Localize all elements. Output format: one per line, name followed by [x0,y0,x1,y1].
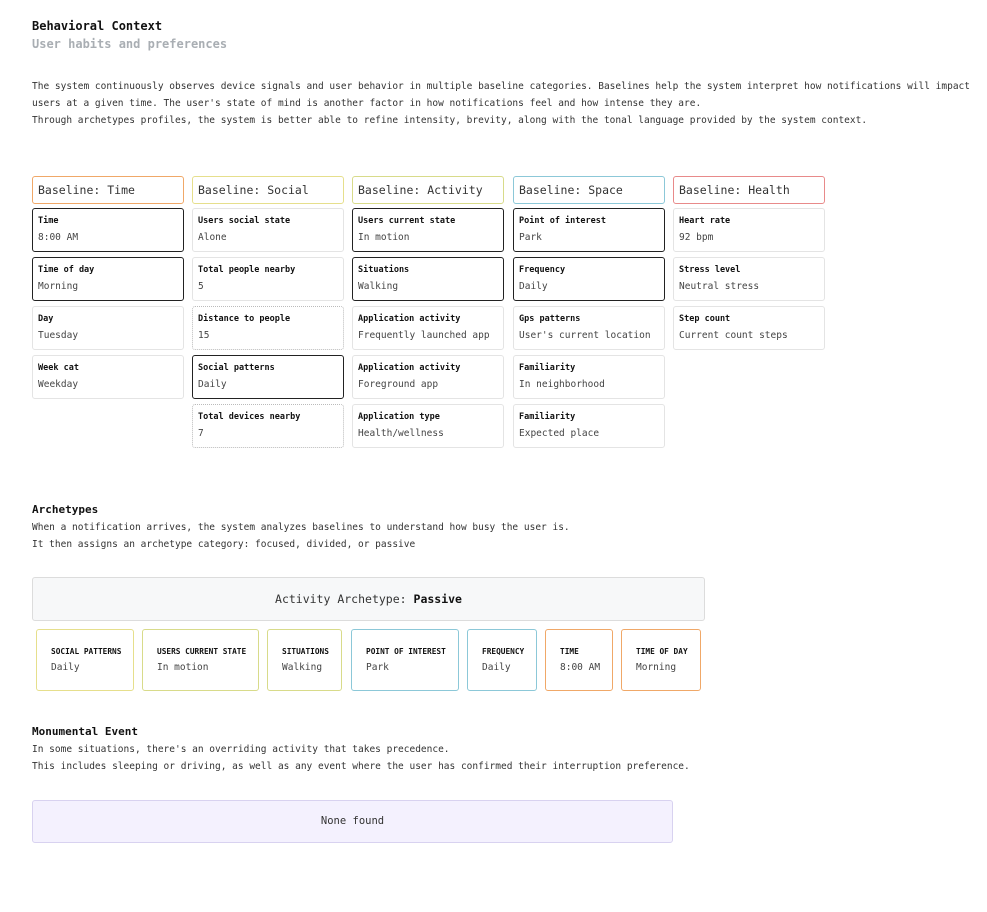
baseline-card-label: Stress level [679,265,741,275]
baseline-card-value: Foreground app [358,379,439,390]
monumental-event-result: None found [32,800,673,843]
baseline-card-value: Neutral stress [679,281,760,292]
baseline-card[interactable] [673,306,825,350]
baseline-card-label: Time of day [38,265,95,275]
baseline-header: Baseline: Activity [352,176,504,204]
baseline-header: Baseline: Social [192,176,344,204]
baseline-card-value: Walking [358,281,399,292]
page-subtitle: User habits and preferences [32,37,228,51]
intro-line: Through archetypes profiles, the system is better able to refine intensity, brevity, along with the tonal language provided by the system context. [32,115,868,126]
activity-archetype-box [32,577,705,621]
monumental-event-description: In some situations, there's an overriding activity that takes precedence. [32,744,450,755]
baseline-header: Baseline: Space [513,176,665,204]
archetype-chip-label: SOCIAL PATTERNS [51,647,122,656]
baseline-card-label: Users current state [358,216,456,226]
baseline-card-label: Distance to people [198,314,291,324]
baseline-card-value: User's current location [519,330,651,341]
baseline-card[interactable] [192,355,344,399]
baseline-card-value: 5 [198,281,204,292]
baseline-card[interactable] [32,208,184,252]
archetype-chip-value: Daily [482,662,511,673]
archetypes-description: It then assigns an archetype category: focused, divided, or passive [32,539,416,550]
baseline-column [513,176,665,453]
baseline-card-value: Current count steps [679,330,788,341]
baseline-card-label: Situations [358,265,410,275]
baseline-card[interactable] [513,404,665,448]
baseline-card[interactable] [192,208,344,252]
archetype-chip-value: Morning [636,662,677,673]
intro-text [32,78,970,129]
archetype-chip-value: Park [366,662,389,673]
archetype-chip [351,629,459,691]
baseline-card-value: In neighborhood [519,379,605,390]
baseline-card-value: Daily [519,281,548,292]
baseline-card-label: Social patterns [198,363,275,373]
baseline-card[interactable] [192,257,344,301]
baseline-card-label: Total people nearby [198,265,296,275]
baseline-card-value: Morning [38,281,79,292]
baseline-card-label: Application activity [358,314,461,324]
archetypes-description: When a notification arrives, the system analyzes baselines to understand how busy the user is. [32,522,570,533]
archetype-chip [467,629,537,691]
archetype-chip [267,629,342,691]
baseline-card-label: Time [38,216,59,226]
baseline-column [192,176,344,453]
baseline-card[interactable] [32,355,184,399]
baseline-card[interactable] [513,257,665,301]
baseline-card-label: Familiarity [519,412,576,422]
baseline-header: Baseline: Health [673,176,825,204]
baseline-column [352,176,504,453]
baseline-card-value: In motion [358,232,410,243]
baseline-card[interactable] [673,257,825,301]
baseline-card-value: Expected place [519,428,600,439]
baseline-header: Baseline: Time [32,176,184,204]
baseline-card[interactable] [192,306,344,350]
baseline-card-label: Application activity [358,363,461,373]
baseline-card[interactable] [32,306,184,350]
archetype-chip-label: USERS CURRENT STATE [157,647,247,656]
archetype-value: Passive [413,592,462,606]
baseline-card-value: 92 bpm [679,232,714,243]
archetype-chip-label: TIME [560,647,579,656]
archetype-chip-value: In motion [157,662,209,673]
page-title: Behavioral Context [32,19,163,33]
baseline-card[interactable] [513,355,665,399]
baseline-card[interactable] [352,306,504,350]
baseline-card[interactable] [352,355,504,399]
baseline-column [673,176,825,355]
archetype-chip [545,629,613,691]
baseline-column [32,176,184,404]
baseline-card-label: Week cat [38,363,79,373]
baseline-card-value: Health/wellness [358,428,444,439]
baseline-card-label: Frequency [519,265,566,275]
archetype-chip-label: SITUATIONS [282,647,329,656]
baseline-card-value: Frequently launched app [358,330,490,341]
baseline-card[interactable] [352,208,504,252]
baseline-card[interactable] [352,404,504,448]
monumental-event-title: Monumental Event [32,725,138,738]
baseline-card-label: Point of interest [519,216,606,226]
archetype-chip [36,629,134,691]
archetypes-title: Archetypes [32,503,99,516]
baseline-card[interactable] [32,257,184,301]
baseline-card-label: Heart rate [679,216,731,226]
baseline-card-value: Tuesday [38,330,79,341]
archetype-chip-label: POINT OF INTEREST [366,647,446,656]
baseline-card-label: Step count [679,314,731,324]
baseline-card-value: Daily [198,379,227,390]
archetype-chip-label: FREQUENCY [482,647,525,656]
baseline-card-label: Gps patterns [519,314,581,324]
baseline-card[interactable] [513,208,665,252]
baseline-card-label: Users social state [198,216,291,226]
baseline-card-label: Application type [358,412,440,422]
monumental-event-description: This includes sleeping or driving, as well as any event where the user has confirmed their interruption preference. [32,761,690,772]
baseline-card[interactable] [192,404,344,448]
archetype-chip [142,629,259,691]
baseline-card-value: 8:00 AM [38,232,79,243]
intro-line: users at a given time. The user's state of mind is another factor in how notifications feel and how intense they are. [32,98,702,109]
archetype-chip [621,629,701,691]
baseline-card[interactable] [513,306,665,350]
baseline-card-value: Park [519,232,542,243]
archetype-chip-label: TIME OF DAY [636,647,688,656]
baseline-card-label: Familiarity [519,363,576,373]
baseline-card-label: Day [38,314,54,324]
baseline-card[interactable] [352,257,504,301]
baseline-card[interactable] [673,208,825,252]
archetype-chip-value: Daily [51,662,80,673]
baseline-card-value: Alone [198,232,227,243]
intro-line: The system continuously observes device signals and user behavior in multiple baseline categories. Baselines help the system interpret how notifications will impact [32,81,970,92]
archetype-chip-value: Walking [282,662,323,673]
archetype-chip-value: 8:00 AM [560,662,601,673]
baseline-card-value: 7 [198,428,204,439]
archetype-label: Activity Archetype: [275,592,407,606]
baseline-card-value: Weekday [38,379,79,390]
baseline-card-value: 15 [198,330,210,341]
baseline-card-label: Total devices nearby [198,412,301,422]
